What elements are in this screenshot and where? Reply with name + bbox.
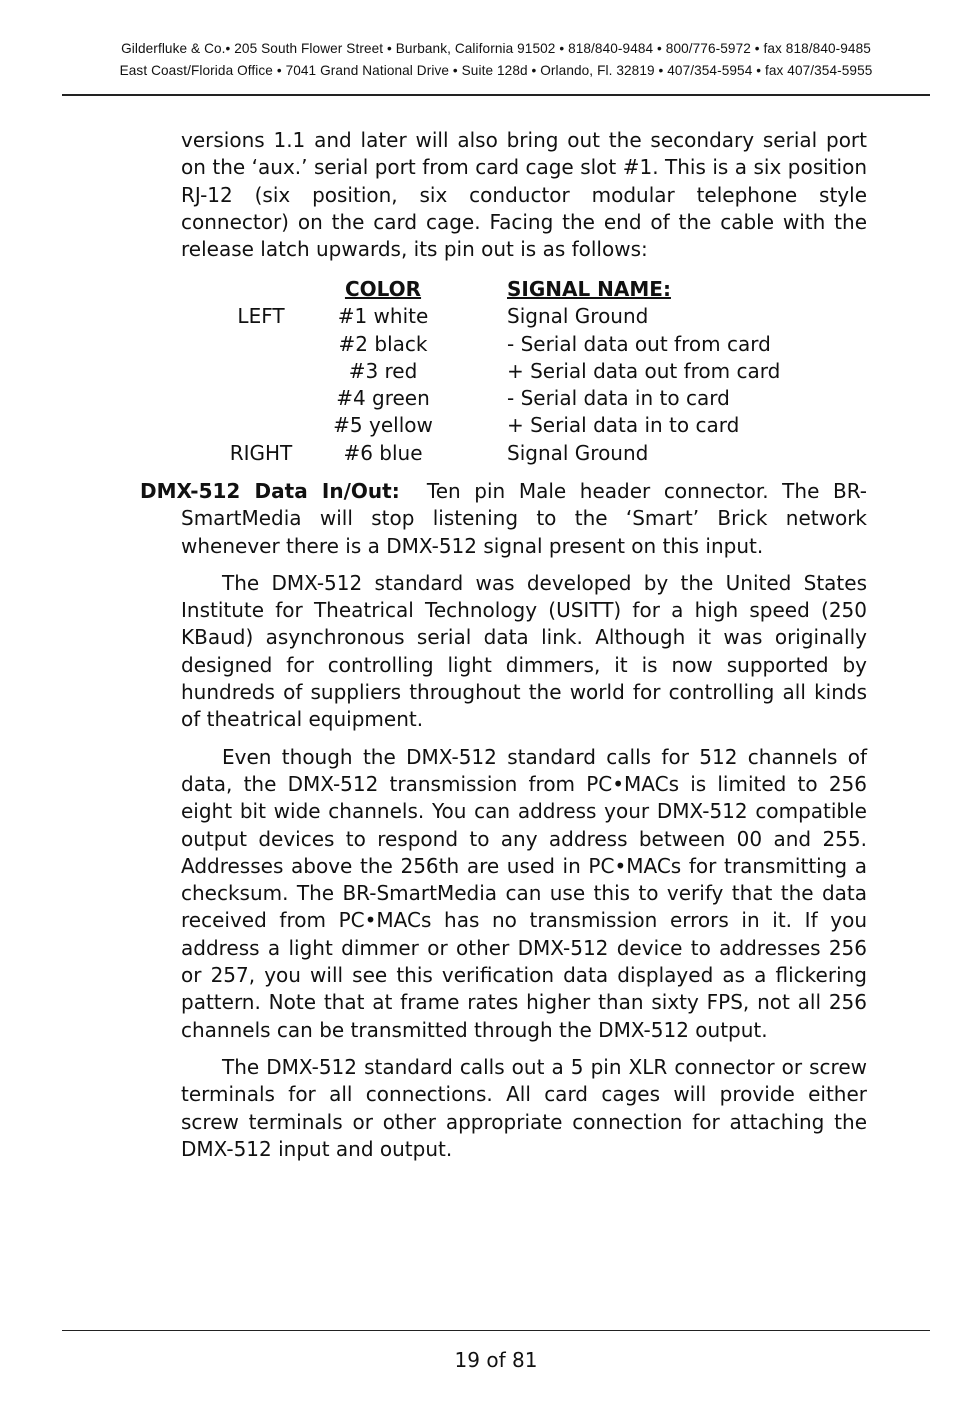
intro-section — [181, 127, 867, 263]
pin-table-header-row — [181, 276, 867, 303]
pin-row — [181, 412, 867, 439]
pin-row — [181, 440, 867, 467]
footer-rule — [62, 1330, 930, 1331]
header-address-line-2: East Coast/Florida Office • 7041 Grand National Drive • Suite 128d • Orlando, Fl. 32819 • 407/354-5954 • fax 407/354-5955 — [119, 63, 873, 78]
pin-side-label: RIGHT — [229, 440, 293, 465]
pin-side-label: LEFT — [237, 304, 285, 329]
dmx-lead-heading: DMX-512 Data In/Out: — [140, 479, 400, 503]
pin-row — [181, 331, 867, 358]
pin-color: #2 black — [338, 331, 428, 356]
page-header — [62, 38, 930, 82]
pin-color: #3 red — [348, 358, 418, 383]
dmx-paragraph-channels: Even though the DMX-512 standard calls for 512 channels of data, the DMX-512 transmission from PC•MACs is limited to 256 eight bit wide channels. You can address your DMX-512 compatible output devices to respond to any address between 00 and 255. Addresses above the 256th are used in PC•MACs for transmitting a checksum. The BR-SmartMedia can use this to verify that the data received from PC•MACs has no transmission errors in it. If you address a light dimmer or other DMX-512 device to addresses 256 or 257, you will see this verification data displayed as a flickering pattern. Note that at frame rates higher than sixty FPS, not all 256 channels can be transmitted through the DMX-512 output. — [181, 744, 867, 1042]
intro-paragraph: versions 1.1 and later will also bring out the secondary serial port on the ‘aux.’ serial port from card cage slot #1. This is a six position RJ-12 (six position, six conductor modular telephone style connector) on the card cage. Facing the end of the cable with the release latch upwards, its pin out is as follows: — [181, 128, 867, 262]
pin-color: #5 yellow — [333, 413, 433, 438]
signal-column-header: SIGNAL NAME: — [507, 277, 671, 301]
dmx-512-section — [140, 478, 867, 1163]
pin-row — [181, 385, 867, 412]
dmx-paragraph-history: The DMX-512 standard was developed by the United States Institute for Theatrical Technology (USITT) for a high speed (250 KBaud) asynchronous serial data link. Although it was originally designed for controlling light dimmers, it is now supported by hundreds of suppliers throughout the world for controlling all kinds of theatrical equipment. — [181, 570, 867, 732]
pin-color: #4 green — [336, 386, 430, 411]
page-number: 19 of 81 — [454, 1348, 538, 1372]
header-address-line-1: Gilderfluke & Co.• 205 South Flower Street • Burbank, California 91502 • 818/840-9484 • 800/776-5972 • fax 818/840-9485 — [121, 41, 871, 56]
dmx-paragraph-connectors: The DMX-512 standard calls out a 5 pin XLR connector or screw terminals for all connections. All card cages will provide either screw terminals or other appropriate connection for attaching the DMX-512 input and output. — [181, 1054, 867, 1161]
pin-signal: + Serial data in to card — [507, 413, 740, 438]
color-column-header: COLOR — [344, 277, 422, 301]
pin-signal: - Serial data in to card — [507, 386, 730, 411]
pin-row — [181, 303, 867, 330]
header-rule — [62, 94, 930, 96]
pin-signal: Signal Ground — [507, 440, 649, 465]
pin-signal: + Serial data out from card — [507, 358, 781, 383]
pin-row — [181, 358, 867, 385]
dmx-lead-paragraph — [140, 478, 867, 560]
pin-signal: - Serial data out from card — [507, 331, 771, 356]
dmx-lead-text: Ten pin Male header connector. The BR-SmartMedia will stop listening to the ‘Smart’ Brick network whenever there is a DMX-512 signal present on this input. — [181, 479, 867, 558]
pin-color: #6 blue — [343, 440, 423, 465]
pin-out-table — [181, 276, 867, 467]
pin-signal: Signal Ground — [507, 304, 649, 329]
pin-color: #1 white — [337, 304, 429, 329]
